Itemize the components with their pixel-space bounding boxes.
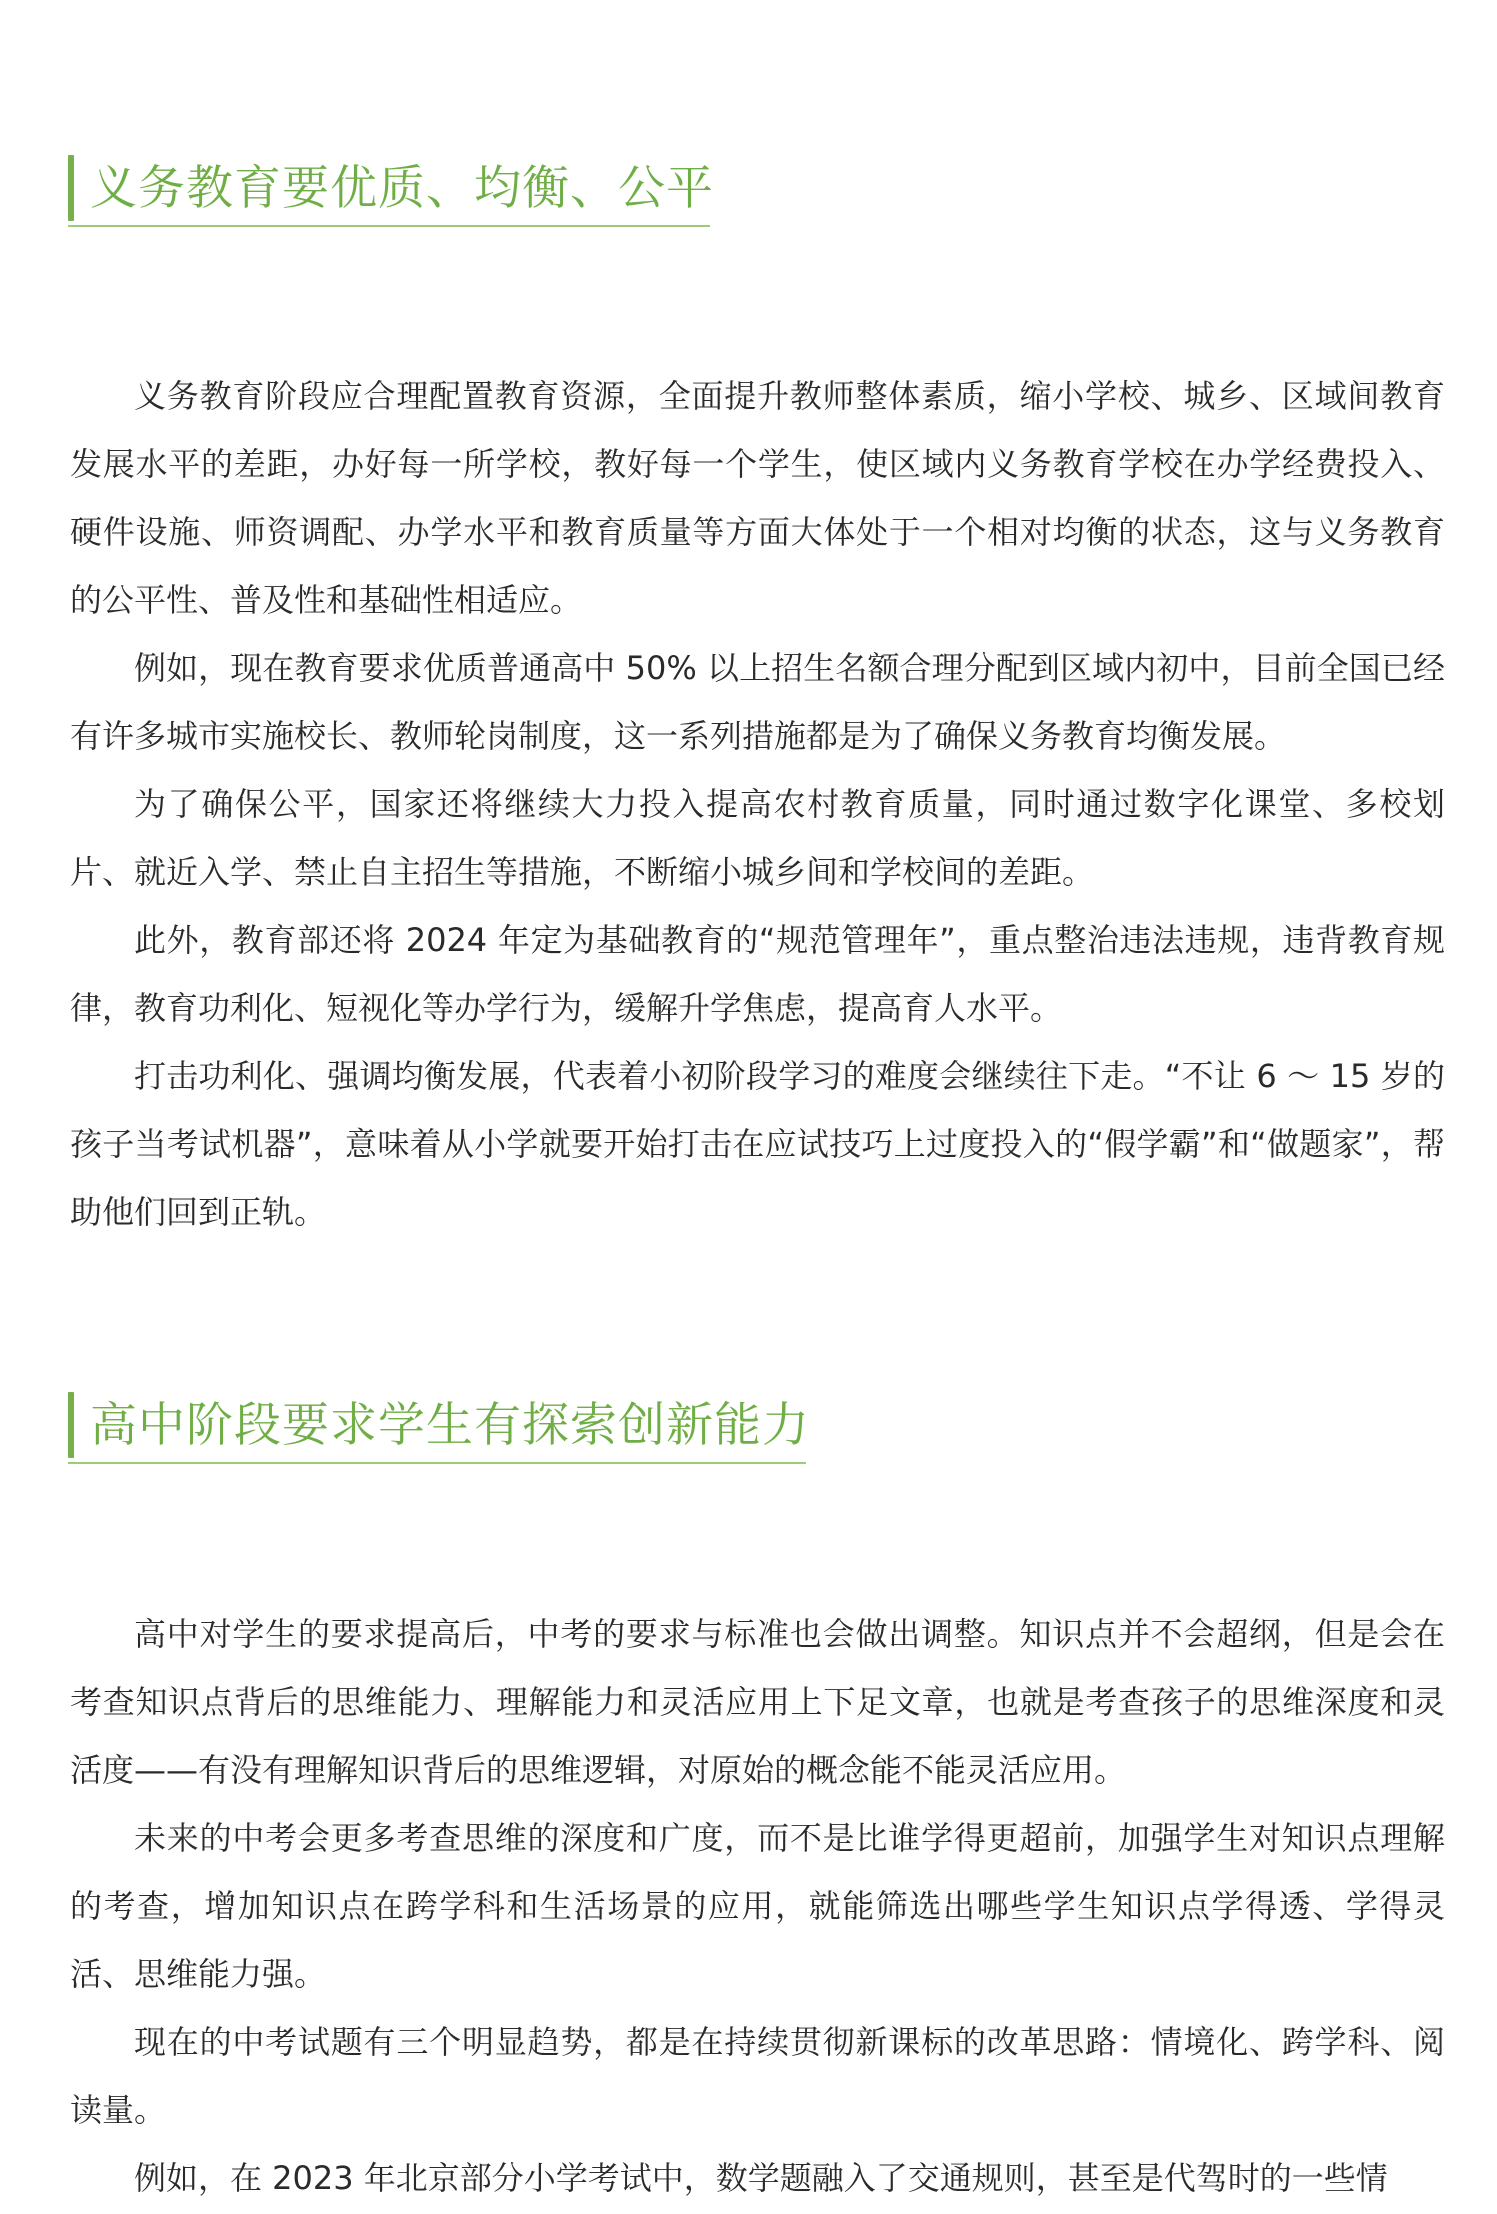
- paragraph: 高中对学生的要求提高后，中考的要求与标准也会做出调整。知识点并不会超纲，但是会在考查知识点背后的思维能力、理解能力和灵活应用上下足文章，也就是考查孩子的思维深度和灵活度——有没有理解知识背后的思维逻辑，对原始的概念能不能灵活应用。: [70, 1615, 1445, 1789]
- paragraph: 例如，现在教育要求优质普通高中 50% 以上招生名额合理分配到区域内初中，目前全国已经有许多城市实施校长、教师轮岗制度，这一系列措施都是为了确保义务教育均衡发展。: [70, 649, 1445, 755]
- paragraph: 此外，教育部还将 2024 年定为基础教育的“规范管理年”，重点整治违法违规，违背教育规律，教育功利化、短视化等办学行为，缓解升学焦虑，提高育人水平。: [70, 921, 1445, 1027]
- paragraph: 现在的中考试题有三个明显趋势，都是在持续贯彻新课标的改革思路：情境化、跨学科、阅读量。: [70, 2023, 1445, 2129]
- section-title: 高中阶段要求学生有探索创新能力: [90, 1397, 810, 1453]
- section-heading-balanced-education: [68, 153, 714, 223]
- heading-accent-bar: [68, 1392, 74, 1458]
- paragraph: 为了确保公平，国家还将继续大力投入提高农村教育质量，同时通过数字化课堂、多校划片、就近入学、禁止自主招生等措施，不断缩小城乡间和学校间的差距。: [70, 785, 1445, 891]
- heading-underline: [68, 1462, 806, 1464]
- section-title: 义务教育要优质、均衡、公平: [90, 160, 714, 216]
- section-heading-high-school-innovation: [68, 1390, 810, 1460]
- paragraph: 义务教育阶段应合理配置教育资源，全面提升教师整体素质，缩小学校、城乡、区域间教育发展水平的差距，办好每一所学校，教好每一个学生，使区域内义务教育学校在办学经费投入、硬件设施、师资调配、办学水平和教育质量等方面大体处于一个相对均衡的状态，这与义务教育的公平性、普及性和基础性相适应。: [70, 377, 1445, 619]
- paragraph: 打击功利化、强调均衡发展，代表着小初阶段学习的难度会继续往下走。“不让 6 ～ 15 岁的孩子当考试机器”，意味着从小学就要开始打击在应试技巧上过度投入的“假学霸”和“做题家”，帮助他们回到正轨。: [70, 1057, 1445, 1231]
- paragraph: 例如，在 2023 年北京部分小学考试中，数学题融入了交通规则，甚至是代驾时的一些情: [134, 2159, 1388, 2197]
- section-body-balanced-education: [70, 362, 1445, 1246]
- section-body-high-school-innovation: [70, 1600, 1445, 2212]
- heading-accent-bar: [68, 155, 74, 221]
- heading-underline: [68, 225, 710, 227]
- paragraph: 未来的中考会更多考查思维的深度和广度，而不是比谁学得更超前，加强学生对知识点理解的考查，增加知识点在跨学科和生活场景的应用，就能筛选出哪些学生知识点学得透、学得灵活、思维能力强。: [70, 1819, 1445, 1993]
